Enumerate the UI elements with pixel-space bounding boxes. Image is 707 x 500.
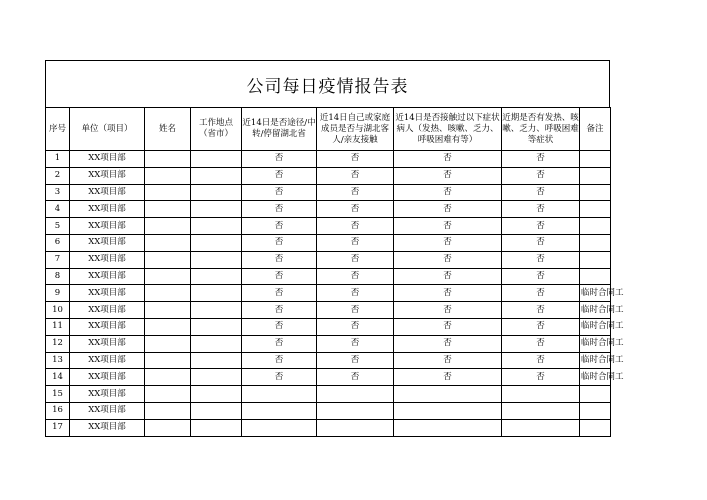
hubei-contact-cell[interactable]: 否 bbox=[317, 234, 394, 251]
header-hubei-contact: 近14日自己或家庭成员是否与湖北客人/亲友接触 bbox=[317, 108, 394, 151]
symptoms-cell[interactable]: 否 bbox=[502, 268, 580, 285]
row-index[interactable]: 8 bbox=[46, 268, 70, 285]
patient-contact-cell[interactable]: 否 bbox=[394, 318, 502, 335]
table-row bbox=[46, 201, 611, 218]
unit-cell[interactable]: XX项目部 bbox=[70, 419, 145, 436]
location-cell[interactable] bbox=[191, 234, 242, 251]
patient-contact-cell[interactable] bbox=[394, 419, 502, 436]
patient-contact-cell[interactable]: 否 bbox=[394, 234, 502, 251]
row-index[interactable]: 16 bbox=[46, 402, 70, 419]
row-index[interactable]: 10 bbox=[46, 302, 70, 319]
hubei-transit-cell[interactable] bbox=[242, 386, 317, 403]
location-cell[interactable] bbox=[191, 386, 242, 403]
unit-cell[interactable]: XX项目部 bbox=[70, 184, 145, 201]
header-symptoms: 近期是否有发热、咳嗽、乏力、呼吸困难等症状 bbox=[502, 108, 580, 151]
symptoms-cell[interactable]: 否 bbox=[502, 234, 580, 251]
note-cell[interactable]: 临时合同工 bbox=[580, 285, 611, 302]
hubei-contact-cell[interactable]: 否 bbox=[317, 268, 394, 285]
hubei-contact-cell[interactable]: 否 bbox=[317, 184, 394, 201]
unit-cell[interactable]: XX项目部 bbox=[70, 285, 145, 302]
table-row bbox=[46, 268, 611, 285]
table-row bbox=[46, 285, 611, 302]
unit-cell[interactable]: XX项目部 bbox=[70, 151, 145, 168]
note-cell[interactable]: 临时合同工 bbox=[580, 318, 611, 335]
location-cell[interactable] bbox=[191, 419, 242, 436]
table-row bbox=[46, 419, 611, 436]
hubei-transit-cell[interactable]: 否 bbox=[242, 167, 317, 184]
name-cell[interactable] bbox=[145, 151, 191, 168]
symptoms-cell[interactable]: 否 bbox=[502, 285, 580, 302]
patient-contact-cell[interactable]: 否 bbox=[394, 268, 502, 285]
hubei-contact-cell[interactable]: 否 bbox=[317, 369, 394, 386]
symptoms-cell[interactable] bbox=[502, 419, 580, 436]
note-cell[interactable] bbox=[580, 419, 611, 436]
hubei-transit-cell[interactable]: 否 bbox=[242, 201, 317, 218]
note-cell[interactable]: 临时合同工 bbox=[580, 335, 611, 352]
header-row bbox=[46, 108, 611, 151]
symptoms-cell[interactable]: 否 bbox=[502, 352, 580, 369]
hubei-transit-cell[interactable] bbox=[242, 402, 317, 419]
header-patient-contact: 近14日是否接触过以下症状病人（发热、咳嗽、乏力、呼吸困难有等） bbox=[394, 108, 502, 151]
name-cell[interactable] bbox=[145, 386, 191, 403]
name-cell[interactable] bbox=[145, 402, 191, 419]
symptoms-cell[interactable] bbox=[502, 386, 580, 403]
table-row bbox=[46, 218, 611, 235]
report-title: 公司每日疫情报告表 bbox=[45, 60, 610, 107]
hubei-transit-cell[interactable]: 否 bbox=[242, 218, 317, 235]
symptoms-cell[interactable]: 否 bbox=[502, 151, 580, 168]
note-cell[interactable]: 临时合同工 bbox=[580, 352, 611, 369]
hubei-transit-cell[interactable]: 否 bbox=[242, 251, 317, 268]
hubei-contact-cell[interactable]: 否 bbox=[317, 218, 394, 235]
location-cell[interactable] bbox=[191, 251, 242, 268]
symptoms-cell[interactable]: 否 bbox=[502, 335, 580, 352]
header-index: 序号 bbox=[46, 108, 70, 151]
hubei-transit-cell[interactable]: 否 bbox=[242, 151, 317, 168]
patient-contact-cell[interactable]: 否 bbox=[394, 302, 502, 319]
location-cell[interactable] bbox=[191, 268, 242, 285]
hubei-contact-cell[interactable]: 否 bbox=[317, 302, 394, 319]
symptoms-cell[interactable]: 否 bbox=[502, 184, 580, 201]
hubei-transit-cell[interactable]: 否 bbox=[242, 285, 317, 302]
symptoms-cell[interactable] bbox=[502, 402, 580, 419]
hubei-transit-cell[interactable]: 否 bbox=[242, 234, 317, 251]
location-cell[interactable] bbox=[191, 218, 242, 235]
name-cell[interactable] bbox=[145, 318, 191, 335]
table-row bbox=[46, 402, 611, 419]
note-cell[interactable] bbox=[580, 218, 611, 235]
row-index[interactable]: 1 bbox=[46, 151, 70, 168]
location-cell[interactable] bbox=[191, 184, 242, 201]
unit-cell[interactable]: XX项目部 bbox=[70, 402, 145, 419]
hubei-contact-cell[interactable]: 否 bbox=[317, 151, 394, 168]
hubei-contact-cell[interactable]: 否 bbox=[317, 318, 394, 335]
symptoms-cell[interactable]: 否 bbox=[502, 318, 580, 335]
header-location: 工作地点（省市） bbox=[191, 108, 242, 151]
header-unit: 单位（项目） bbox=[70, 108, 145, 151]
location-cell[interactable] bbox=[191, 167, 242, 184]
table-row bbox=[46, 386, 611, 403]
table-row bbox=[46, 302, 611, 319]
patient-contact-cell[interactable]: 否 bbox=[394, 151, 502, 168]
row-index[interactable]: 14 bbox=[46, 369, 70, 386]
table-row bbox=[46, 318, 611, 335]
table-row bbox=[46, 369, 611, 386]
patient-contact-cell[interactable]: 否 bbox=[394, 335, 502, 352]
note-cell[interactable] bbox=[580, 201, 611, 218]
hubei-transit-cell[interactable]: 否 bbox=[242, 184, 317, 201]
symptoms-cell[interactable]: 否 bbox=[502, 167, 580, 184]
name-cell[interactable] bbox=[145, 285, 191, 302]
symptoms-cell[interactable]: 否 bbox=[502, 369, 580, 386]
table-row bbox=[46, 167, 611, 184]
report-sheet bbox=[45, 60, 624, 437]
hubei-contact-cell[interactable] bbox=[317, 402, 394, 419]
note-cell[interactable] bbox=[580, 251, 611, 268]
symptoms-cell[interactable]: 否 bbox=[502, 302, 580, 319]
row-index[interactable]: 11 bbox=[46, 318, 70, 335]
note-cell[interactable] bbox=[580, 386, 611, 403]
note-cell[interactable] bbox=[580, 167, 611, 184]
note-cell[interactable] bbox=[580, 234, 611, 251]
name-cell[interactable] bbox=[145, 335, 191, 352]
unit-cell[interactable]: XX项目部 bbox=[70, 352, 145, 369]
hubei-transit-cell[interactable]: 否 bbox=[242, 268, 317, 285]
row-index[interactable]: 15 bbox=[46, 386, 70, 403]
hubei-contact-cell[interactable]: 否 bbox=[317, 335, 394, 352]
unit-cell[interactable]: XX项目部 bbox=[70, 234, 145, 251]
patient-contact-cell[interactable]: 否 bbox=[394, 201, 502, 218]
hubei-contact-cell[interactable]: 否 bbox=[317, 201, 394, 218]
location-cell[interactable] bbox=[191, 201, 242, 218]
unit-cell[interactable]: XX项目部 bbox=[70, 218, 145, 235]
patient-contact-cell[interactable]: 否 bbox=[394, 285, 502, 302]
note-cell[interactable] bbox=[580, 184, 611, 201]
hubei-transit-cell[interactable]: 否 bbox=[242, 302, 317, 319]
hubei-contact-cell[interactable] bbox=[317, 386, 394, 403]
unit-cell[interactable]: XX项目部 bbox=[70, 167, 145, 184]
unit-cell[interactable]: XX项目部 bbox=[70, 302, 145, 319]
hubei-contact-cell[interactable]: 否 bbox=[317, 251, 394, 268]
row-index[interactable]: 3 bbox=[46, 184, 70, 201]
table-row bbox=[46, 251, 611, 268]
table-row bbox=[46, 184, 611, 201]
name-cell[interactable] bbox=[145, 184, 191, 201]
patient-contact-cell[interactable] bbox=[394, 402, 502, 419]
row-index[interactable]: 12 bbox=[46, 335, 70, 352]
patient-contact-cell[interactable]: 否 bbox=[394, 218, 502, 235]
header-note: 备注 bbox=[580, 108, 611, 151]
unit-cell[interactable]: XX项目部 bbox=[70, 268, 145, 285]
row-index[interactable]: 9 bbox=[46, 285, 70, 302]
name-cell[interactable] bbox=[145, 234, 191, 251]
row-index[interactable]: 6 bbox=[46, 234, 70, 251]
note-cell[interactable]: 临时合同工 bbox=[580, 369, 611, 386]
unit-cell[interactable]: XX项目部 bbox=[70, 386, 145, 403]
patient-contact-cell[interactable]: 否 bbox=[394, 369, 502, 386]
patient-contact-cell[interactable]: 否 bbox=[394, 167, 502, 184]
symptoms-cell[interactable]: 否 bbox=[502, 251, 580, 268]
hubei-contact-cell[interactable]: 否 bbox=[317, 285, 394, 302]
location-cell[interactable] bbox=[191, 369, 242, 386]
row-index[interactable]: 2 bbox=[46, 167, 70, 184]
row-index[interactable]: 13 bbox=[46, 352, 70, 369]
symptoms-cell[interactable]: 否 bbox=[502, 218, 580, 235]
report-table bbox=[45, 107, 624, 437]
row-index[interactable]: 17 bbox=[46, 419, 70, 436]
table-row bbox=[46, 234, 611, 251]
unit-cell[interactable]: XX项目部 bbox=[70, 318, 145, 335]
hubei-transit-cell[interactable]: 否 bbox=[242, 335, 317, 352]
name-cell[interactable] bbox=[145, 218, 191, 235]
symptoms-cell[interactable]: 否 bbox=[502, 201, 580, 218]
unit-cell[interactable]: XX项目部 bbox=[70, 335, 145, 352]
name-cell[interactable] bbox=[145, 167, 191, 184]
row-index[interactable]: 7 bbox=[46, 251, 70, 268]
name-cell[interactable] bbox=[145, 302, 191, 319]
location-cell[interactable] bbox=[191, 302, 242, 319]
location-cell[interactable] bbox=[191, 151, 242, 168]
note-cell[interactable]: 临时合同工 bbox=[580, 302, 611, 319]
header-name: 姓名 bbox=[145, 108, 191, 151]
row-index[interactable]: 5 bbox=[46, 218, 70, 235]
unit-cell[interactable]: XX项目部 bbox=[70, 251, 145, 268]
hubei-transit-cell[interactable]: 否 bbox=[242, 318, 317, 335]
hubei-contact-cell[interactable]: 否 bbox=[317, 167, 394, 184]
table-row bbox=[46, 352, 611, 369]
name-cell[interactable] bbox=[145, 352, 191, 369]
patient-contact-cell[interactable]: 否 bbox=[394, 184, 502, 201]
name-cell[interactable] bbox=[145, 201, 191, 218]
name-cell[interactable] bbox=[145, 268, 191, 285]
note-cell[interactable] bbox=[580, 268, 611, 285]
name-cell[interactable] bbox=[145, 419, 191, 436]
hubei-transit-cell[interactable] bbox=[242, 419, 317, 436]
note-cell[interactable] bbox=[580, 402, 611, 419]
row-index[interactable]: 4 bbox=[46, 201, 70, 218]
patient-contact-cell[interactable]: 否 bbox=[394, 251, 502, 268]
header-hubei-transit: 近14日是否途径/中转/停留湖北省 bbox=[242, 108, 317, 151]
unit-cell[interactable]: XX项目部 bbox=[70, 369, 145, 386]
hubei-contact-cell[interactable]: 否 bbox=[317, 352, 394, 369]
table-row bbox=[46, 151, 611, 168]
location-cell[interactable] bbox=[191, 318, 242, 335]
name-cell[interactable] bbox=[145, 251, 191, 268]
note-cell[interactable] bbox=[580, 151, 611, 168]
patient-contact-cell[interactable]: 否 bbox=[394, 352, 502, 369]
location-cell[interactable] bbox=[191, 285, 242, 302]
unit-cell[interactable]: XX项目部 bbox=[70, 201, 145, 218]
location-cell[interactable] bbox=[191, 402, 242, 419]
location-cell[interactable] bbox=[191, 352, 242, 369]
hubei-transit-cell[interactable]: 否 bbox=[242, 352, 317, 369]
table-row bbox=[46, 335, 611, 352]
location-cell[interactable] bbox=[191, 335, 242, 352]
patient-contact-cell[interactable] bbox=[394, 386, 502, 403]
name-cell[interactable] bbox=[145, 369, 191, 386]
hubei-transit-cell[interactable]: 否 bbox=[242, 369, 317, 386]
hubei-contact-cell[interactable] bbox=[317, 419, 394, 436]
